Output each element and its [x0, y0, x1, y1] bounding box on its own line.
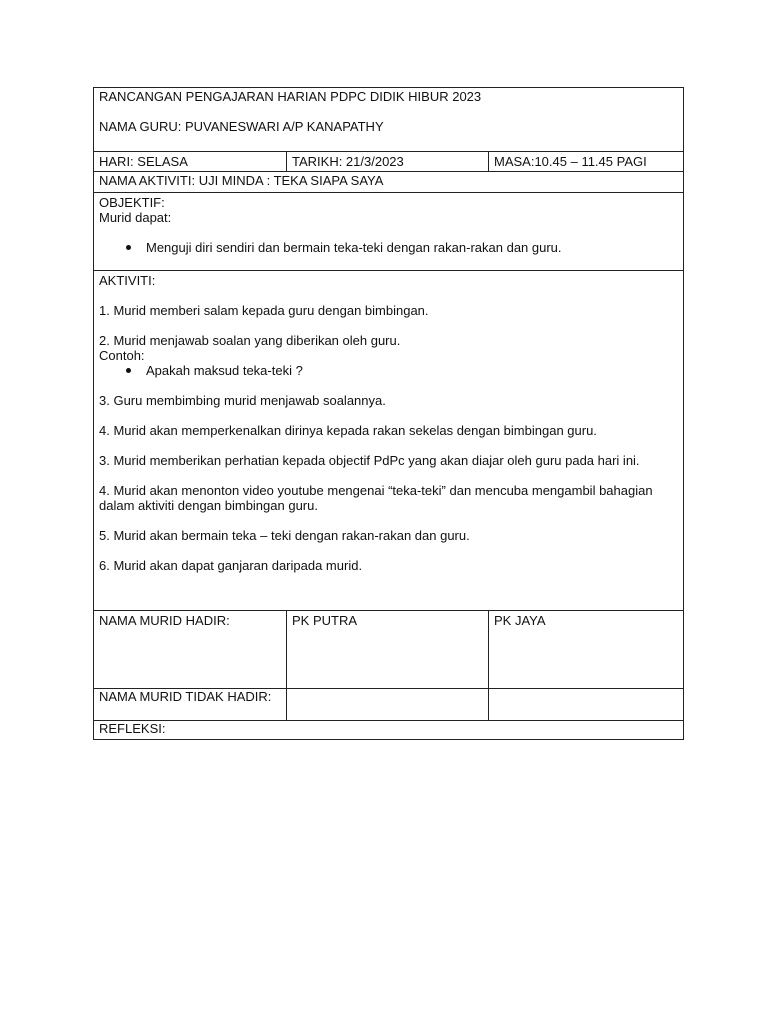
objective-row	[94, 193, 683, 271]
example-label: Contoh:	[99, 348, 145, 363]
activity-step: 5. Murid akan bermain teka – teki dengan rakan-rakan dan guru.	[99, 528, 470, 543]
reflection-row	[94, 721, 683, 739]
activity-step: 2. Murid menjawab soalan yang diberikan oleh guru.	[99, 333, 401, 348]
attendance-absent-row	[94, 689, 683, 721]
teacher-name: NAMA GURU: PUVANESWARI A/P KANAPATHY	[99, 119, 384, 134]
activity-step: 4. Murid akan menonton video youtube mengenai “teka-teki” dan mencuba mengambil bahagian dalam aktiviti dengan bimbingan guru.	[99, 483, 653, 513]
activity-step: 3. Guru membimbing murid menjawab soalannya.	[99, 393, 386, 408]
date-cell: TARIKH: 21/3/2023	[286, 152, 488, 171]
objective-intro: Murid dapat:	[99, 210, 172, 225]
group-putra: PK PUTRA	[286, 611, 488, 688]
header-row	[94, 88, 683, 152]
lesson-plan-table	[93, 87, 684, 740]
activity-step: 6. Murid akan dapat ganjaran daripada murid.	[99, 558, 363, 573]
reflection-label: REFLEKSI:	[99, 721, 166, 736]
activity-name-row	[94, 172, 683, 193]
activity-step: 3. Murid memberikan perhatian kepada objectif PdPc yang akan diajar oleh guru pada hari ini.	[99, 453, 640, 468]
absent-label: NAMA MURID TIDAK HADIR:	[99, 689, 272, 704]
day-cell: HARI: SELASA	[99, 154, 188, 169]
activity-step: 4. Murid akan memperkenalkan dirinya kepada rakan sekelas dengan bimbingan guru.	[99, 423, 597, 438]
objective-list	[99, 240, 678, 255]
activity-name: NAMA AKTIVITI: UJI MINDA : TEKA SIAPA SAYA	[99, 173, 384, 188]
activities-heading: AKTIVITI:	[99, 273, 156, 288]
group-jaya: PK JAYA	[488, 611, 683, 688]
activities-row	[94, 271, 683, 611]
schedule-row	[94, 152, 683, 172]
time-cell: MASA:10.45 – 11.45 PAGI	[488, 152, 683, 171]
objective-heading: OBJEKTIF:	[99, 195, 165, 210]
absent-jaya-cell	[488, 689, 683, 720]
objective-item: Menguji diri sendiri dan bermain teka-teki dengan rakan-rakan dan guru.	[99, 240, 678, 255]
absent-putra-cell	[286, 689, 488, 720]
activity-step: 1. Murid memberi salam kepada guru dengan bimbingan.	[99, 303, 429, 318]
example-list	[99, 363, 678, 378]
document-title: RANCANGAN PENGAJARAN HARIAN PDPC DIDIK HIBUR 2023	[99, 89, 482, 104]
example-item: Apakah maksud teka-teki ?	[99, 363, 678, 378]
attendance-present-row	[94, 611, 683, 689]
present-label: NAMA MURID HADIR:	[99, 613, 230, 628]
